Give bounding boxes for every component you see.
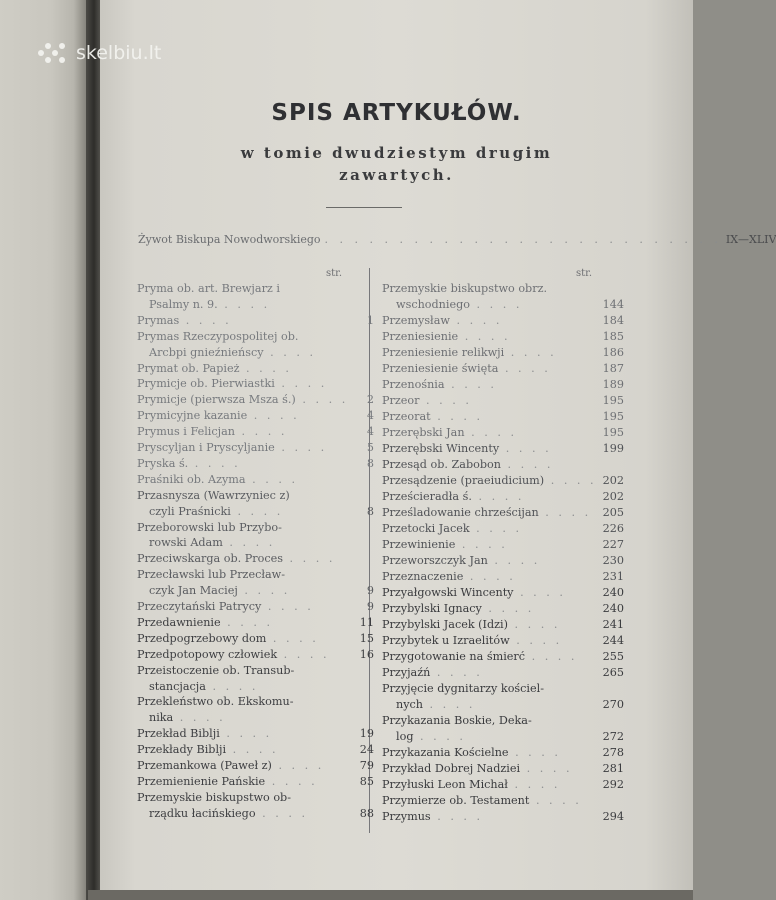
entry-title: Przedpotopowy człowiek [137,647,278,661]
index-entry-line [137,456,374,471]
entry-page-number: 272 [602,730,624,743]
leader-dots: . . . . [471,490,525,503]
leader-dots: . . . . [449,314,503,327]
index-entry-line [382,761,624,776]
index-entry-line [137,758,374,773]
index-entry-line [137,567,348,582]
entry-page-number: 187 [602,362,624,375]
index-entry-line [137,726,374,741]
entry-title: Przemyskie biskupstwo ob- [137,790,292,804]
index-entry-line [137,424,374,439]
index-entry-line [149,504,374,519]
leader-dots: . . . . [499,442,552,455]
entry-title: Przeczytański Patrycy [137,600,262,613]
watermark [38,42,161,64]
entry-title: Przasnysza (Wawrzyniec z) [137,488,290,502]
index-entry-line [137,551,348,566]
index-entry-line [137,790,348,805]
entry-title: stancjacja [149,679,206,693]
entry-title: Przerębski Wincenty [382,442,500,455]
leader-dots: . . . . [469,522,523,535]
index-entry-line [382,409,624,424]
entry-page-number: 230 [602,554,624,567]
index-entry-line [382,681,598,696]
leader-dots: . . . . [513,586,566,599]
entry-title: Przemyskie biskupstwo obrz. [382,282,548,295]
index-entry-line [149,535,360,550]
leader-dots: . . . . [413,730,466,743]
index-entry-line [382,505,624,520]
watermark-text: skelbiu.lt [76,42,162,64]
entry-page-number: 2 [366,393,374,407]
leader-dots: . . . . [458,330,511,343]
entry-title: Przeniesienie [382,330,459,343]
index-entry-line [137,774,374,789]
leader-dots: . . . . [205,679,259,693]
leader-dots: . . . . [234,425,288,439]
entry-title: Przymus [382,810,431,823]
entry-title: Przekład Biblji [137,727,220,741]
entry-page-number: 9 [366,600,374,613]
entry-title: rządku łacińskiego [149,806,256,820]
entry-title: Prymas Rzeczypospolitej ob. [137,329,299,343]
entry-title: Przedpogrzebowy dom [137,631,267,645]
entry-title: Przeor [382,394,420,407]
index-entry-line [382,473,624,488]
leader-dots: . . . . [470,298,523,311]
subtitle-line-1: w tomie dwudziestym drugim [240,144,553,162]
left-column-header: str. [326,268,343,279]
entry-title: Prymat ob. Papież [137,361,240,375]
index-entry-line [396,297,624,312]
leader-dots: . . . . [220,615,274,629]
index-entry-line [382,633,624,648]
entry-title: Przymierze ob. Testament [382,794,530,807]
entry-page-number: 292 [602,778,624,791]
index-entry-line [382,809,624,824]
leader-dots: . . . . [237,584,291,598]
index-entry-line [382,745,624,760]
leader-dots: . . . . [507,618,561,631]
leader-dots: . . . . [245,472,299,486]
leader-dots: . . . . [295,393,349,407]
entry-title: Przesąd ob. Zabobon [382,458,501,471]
skelbiu-logo-icon [38,43,68,63]
index-entry-line [137,376,348,391]
entry-title: Przeznaczenie [382,570,464,583]
entry-title: Przeniesienie święta [382,362,499,375]
index-entry-line [149,710,360,725]
index-entry-line [396,697,624,712]
entry-title: Psalmy n. 9. [149,297,218,311]
entry-page-number: 85 [359,774,374,788]
leader-dots: . . . . [430,810,484,823]
entry-title: nych [396,698,423,711]
entry-page-number: 240 [602,602,624,615]
index-entry-line [382,569,624,584]
entry-page-number: 185 [602,330,624,343]
entry-title: log [396,730,414,743]
leader-dots: . . . . [444,378,497,391]
entry-title: Przeborowski lub Przybo- [137,520,282,534]
entry-title: Prymicje (pierwsza Msza ś.) [137,393,296,407]
entry-title: Prymicyjne kazanie [137,409,248,423]
entry-title: Przyałgowski Wincenty [382,586,514,599]
index-entry-line [382,617,624,632]
index-entry-line [137,631,374,646]
entry-title: wschodniego [396,298,470,311]
entry-title: Praśniki ob. Azyma [137,472,246,486]
entry-title: Przygotowanie na śmierć [382,650,526,663]
left-page-edge [0,0,92,900]
entry-page-number: 184 [602,314,624,327]
index-entry-line [137,361,348,376]
entry-title: Przybytek u Izraelitów [382,634,510,647]
entry-title: czyli Praśnicki [149,504,231,518]
index-entry-line [382,665,624,680]
entry-title: Prymicje ob. Pierwiastki [137,377,275,391]
index-entry-line [137,599,374,614]
entry-title: Przesądzenie (praeiudicium) [382,474,545,487]
index-entry-line [382,793,598,808]
page-title: SPIS ARTYKUŁÓW. [271,100,522,126]
entry-title: Pryska ś. [137,456,189,470]
entry-page-number: 226 [602,522,624,535]
leader-dots: . . . . [463,570,516,583]
index-entry-line [382,537,624,552]
index-entry-line [382,713,598,728]
entry-title: Przeorat [382,410,431,423]
entry-page-number: 265 [602,666,624,679]
leader-dots: . . . . [508,746,561,759]
entry-title: Przykazania Boskie, Deka- [382,714,532,727]
entry-page-number: 19 [359,727,374,741]
index-entry-line [382,425,624,440]
leader-dots: . . . . [430,410,484,423]
index-entry-line [137,520,348,535]
entry-title: Przekleństwo ob. Ekskomu- [137,695,294,709]
leader-dots: . . . . [500,458,554,471]
entry-page-number: 189 [602,378,624,391]
index-entry-line [137,742,374,757]
entry-page-number: 241 [602,618,624,631]
leader-dots: . . . . [263,345,316,359]
leader-dots: . . . . [261,600,314,613]
index-entry-line [382,521,624,536]
index-entry-line [137,488,348,503]
leader-dots: . . . . [179,313,232,327]
index-entry-line [382,457,598,472]
entry-page-number: 255 [602,650,624,663]
index-entry-line [137,663,348,678]
index-entry-line [137,472,348,487]
entry-page-number: 5 [366,441,374,454]
leader-dots: . . . . [230,504,284,518]
entry-page-number: 15 [359,631,374,645]
leader-dots: . . . . [487,554,541,567]
entry-title: Przekłady Biblji [137,743,227,757]
title-divider [326,207,402,208]
entry-title: Przetocki Jacek [382,522,470,535]
index-entry-line [137,615,374,630]
entry-title: Pryscyljan i Pryscyljanie [137,441,275,454]
leader-dots: . . . . [173,711,226,725]
leader-dots: . . . . [277,647,330,661]
leader-dots: . . . . [271,759,325,772]
leader-dots: . . . . [507,778,561,791]
entry-page-number: 199 [602,442,624,455]
entry-title: Prymus i Felicjan [137,425,235,439]
entry-title: Arcbpi gnieźnieńscy [149,345,264,359]
intro-page: IX—XLIV [725,233,776,246]
entry-page-number: 79 [359,759,374,772]
leader-dots: . . . . [538,506,592,519]
index-entry-line [382,377,624,392]
leader-dots: . . . . [498,362,551,375]
index-entry-line [382,441,624,456]
leader-dots: . . . . [544,474,597,487]
intro-label: Żywot Biskupa Nowodworskiego [138,233,321,246]
index-entry-line [137,647,374,662]
leader-dots: . . . . [239,361,292,375]
index-entry-line [137,329,348,344]
leader-dots: . . . . [520,762,573,775]
intro-entry [138,233,776,249]
entry-page-number: 9 [366,584,374,598]
leader-dots: . . . . [525,650,578,663]
entry-title: Przyjaźń [382,666,431,679]
entry-page-number: 240 [602,586,624,599]
entry-title: Prześladowanie chrześcijan [382,506,539,519]
entry-title: Przeniesienie relikwji [382,346,505,359]
leader-dots: . . . . [464,426,517,439]
page-bottom-edge [88,890,693,900]
leader-dots: . . . . [423,698,476,711]
entry-page-number: 202 [602,474,624,487]
entry-page-number: 294 [602,810,624,823]
entry-title: Przeciwskarga ob. Proces [137,552,283,566]
index-entry-line [382,281,598,296]
entry-page-number: 227 [602,538,624,551]
leader-dots: . . . . . . . . . . . . . . . . . . . . . . . . . . . [324,233,722,246]
index-entry-line [137,281,348,296]
leader-dots: . . . . [274,441,328,454]
entry-title: Przemienienie Pańskie [137,774,266,788]
entry-title: Przenośnia [382,378,445,391]
index-entry-line [137,392,374,407]
index-entry-line [137,313,374,328]
leader-dots: . . . . [419,394,472,407]
leader-dots: . . . . [481,602,535,615]
entry-title: Prześcieradła ś. [382,490,472,503]
entry-page-number: 270 [602,698,624,711]
leader-dots: . . . . [222,536,276,550]
entry-page-number: 24 [359,743,374,757]
entry-title: rowski Adam [149,536,223,550]
entry-title: Przyłuski Leon Michał [382,778,508,791]
leader-dots: . . . . [455,538,508,551]
index-entry-line [137,408,374,423]
entry-page-number: 4 [366,409,374,423]
leader-dots: . . . . [504,346,557,359]
leader-dots: . . . . [430,666,483,679]
entry-page-number: 202 [602,490,624,503]
leader-dots: . . . . [509,634,563,647]
index-entry-line [382,649,624,664]
entry-title: Przecławski lub Przecław- [137,568,285,582]
leader-dots: . . . . [266,631,319,645]
entry-title: Pryma ob. art. Brewjarz i [137,282,280,295]
entry-title: czyk Jan Maciej [149,584,238,598]
entry-title: Przykazania Kościelne [382,746,509,759]
index-entry-line [137,694,348,709]
entry-page-number: 244 [602,634,624,647]
index-entry-line [382,489,624,504]
entry-page-number: 195 [602,410,624,423]
index-entry-line [382,361,624,376]
index-entry-line [382,393,624,408]
entry-page-number: 11 [359,615,374,629]
entry-page-number: 88 [359,806,374,820]
entry-page-number: 278 [602,746,624,759]
entry-page-number: 231 [602,570,624,583]
entry-page-number: 281 [602,762,624,775]
entry-title: Przewinienie [382,538,456,551]
leader-dots: . . . . [226,743,279,757]
index-entry-line [382,313,624,328]
entry-title: Przeworszczyk Jan [382,554,488,567]
index-entry-line [149,297,360,312]
leader-dots: . . . . [217,297,271,311]
entry-page-number: 16 [359,647,374,661]
leader-dots: . . . . [282,552,336,566]
index-entry-line [382,585,624,600]
entry-title: Przyjęcie dygnitarzy kościel- [382,682,544,695]
leader-dots: . . . . [219,727,273,741]
entry-page-number: 8 [366,504,374,518]
right-column-header: str. [576,268,593,279]
index-entry-line [149,345,360,360]
entry-title: Przybylski Jacek (Idzi) [382,618,508,631]
index-entry-line [382,777,624,792]
entry-page-number: 195 [602,426,624,439]
entry-page-number: 205 [602,506,624,519]
leader-dots: . . . . [188,456,241,470]
entry-title: Przybylski Ignacy [382,602,482,615]
index-entry-line [396,729,624,744]
index-entry-line [149,679,360,694]
subtitle-line-2: zawartych. [339,166,454,184]
entry-page-number: 144 [602,298,624,311]
entry-title: Prymas [137,313,180,327]
entry-title: Przemankowa (Paweł z) [137,759,272,772]
index-entry-line [149,806,374,821]
index-entry-line [382,345,624,360]
entry-title: Przedawnienie [137,615,221,629]
leader-dots: . . . . [265,774,318,788]
leader-dots: . . . . [255,806,309,820]
entry-title: Przeistoczenie ob. Transub- [137,663,295,677]
leader-dots: . . . . [529,794,582,807]
entry-title: Przerębski Jan [382,426,465,439]
index-entry-line [382,329,624,344]
entry-page-number: 186 [602,346,624,359]
entry-title: Przykład Dobrej Nadziei [382,762,521,775]
leader-dots: . . . . [247,409,300,423]
entry-page-number: 1 [366,313,374,327]
leader-dots: . . . . [274,377,328,391]
index-entry-line [382,553,624,568]
entry-title: nika [149,711,174,725]
entry-title: Przemysław [382,314,450,327]
index-entry-line [137,440,374,455]
index-entry-line [382,601,624,616]
entry-page-number: 4 [366,425,374,439]
index-entry-line [149,583,374,598]
entry-page-number: 195 [602,394,624,407]
entry-page-number: 8 [366,456,374,470]
